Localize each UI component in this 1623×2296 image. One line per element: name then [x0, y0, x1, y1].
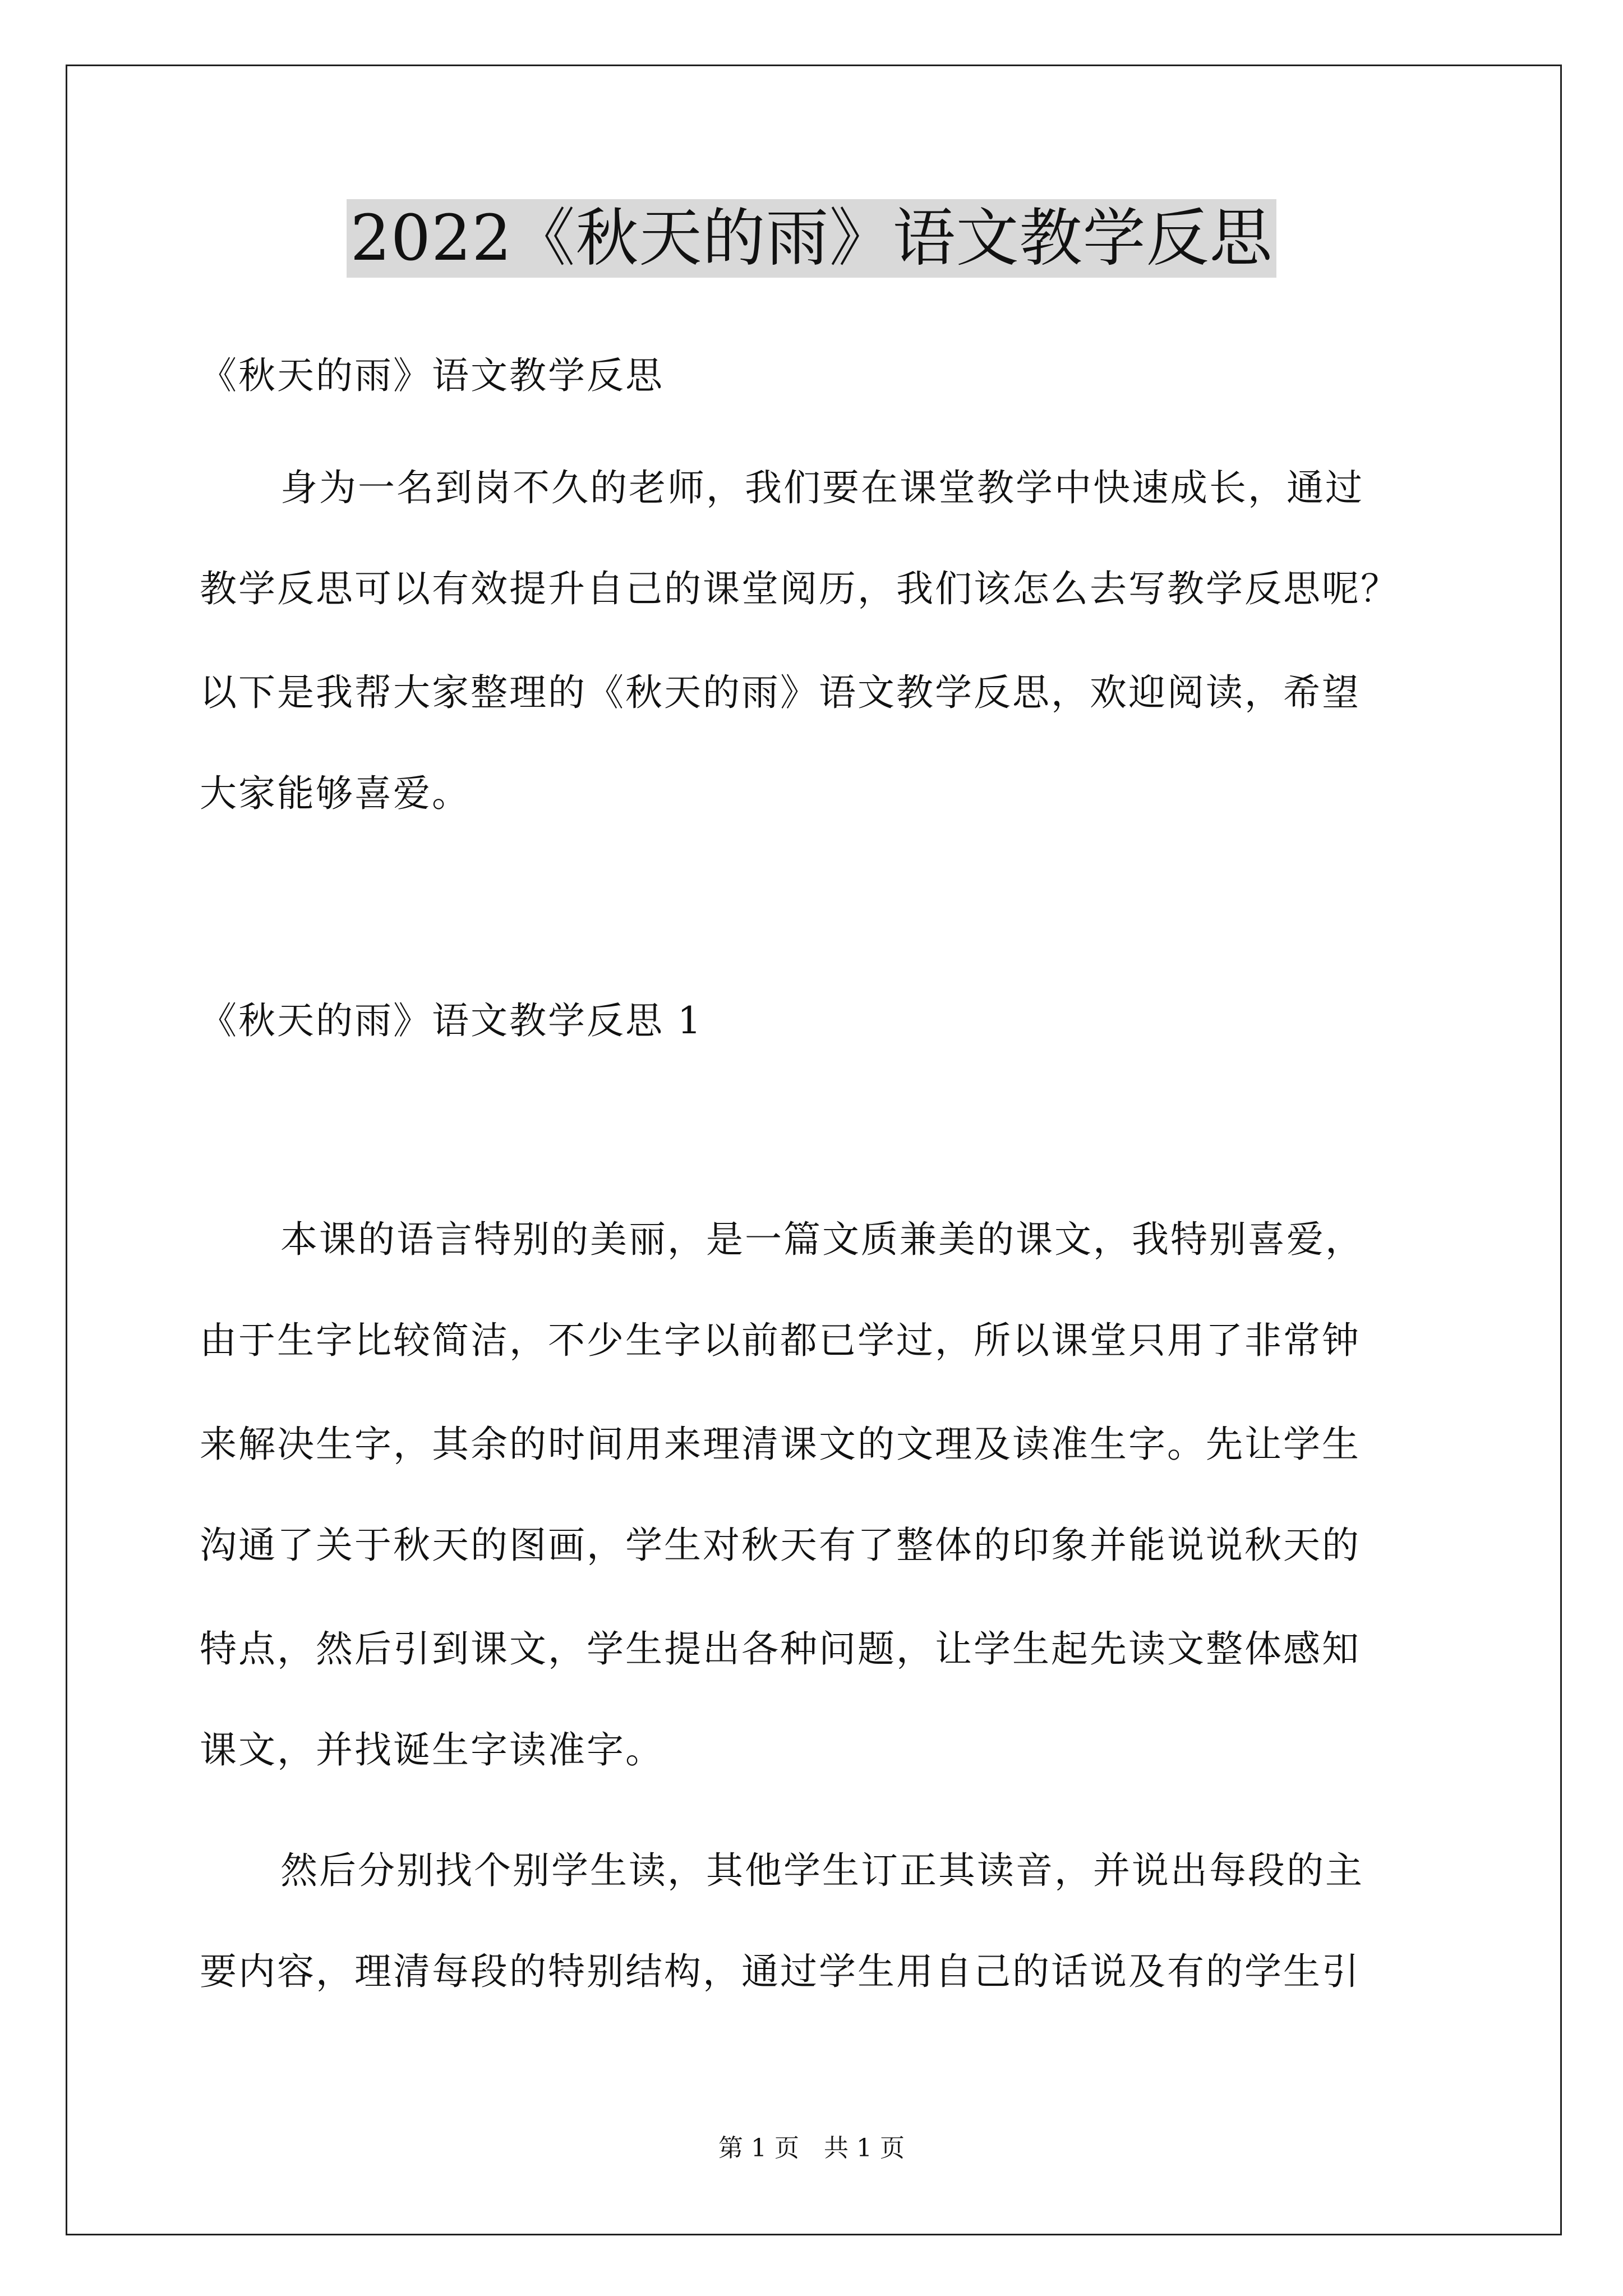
page-number: 第 1 页: [718, 2134, 799, 2162]
intro-line-3: 以下是我帮大家整理的《秋天的雨》语文教学反思，欢迎阅读，希望: [200, 671, 1361, 714]
para1-line-2: 由于生字比较简洁，不少生字以前都已学过，所以课堂只用了非常钟: [200, 1319, 1361, 1362]
page-footer: [0, 2132, 1623, 2165]
title-container: [0, 199, 1623, 278]
section-heading: 《秋天的雨》语文教学反思 1: [200, 999, 703, 1042]
para2-line-2: 要内容，理清每段的特别结构，通过学生用自己的话说及有的学生引: [200, 1950, 1361, 1993]
document-subtitle: 《秋天的雨》语文教学反思: [200, 354, 664, 397]
para1-line-6: 课文，并找诞生字读准字。: [200, 1728, 664, 1772]
para2-line-1: 然后分别找个别学生读，其他学生订正其读音，并说出每段的主: [280, 1849, 1364, 1892]
intro-line-1: 身为一名到岗不久的老师，我们要在课堂教学中快速成长，通过: [280, 466, 1364, 509]
intro-line-4: 大家能够喜爱。: [200, 772, 471, 815]
para1-line-1: 本课的语言特别的美丽，是一篇文质兼美的课文，我特别喜爱，: [280, 1218, 1364, 1261]
page-total: 共 1 页: [824, 2134, 905, 2162]
para1-line-3: 来解决生字，其余的时间用来理清课文的文理及读准生字。先让学生: [200, 1423, 1361, 1466]
para1-line-5: 特点，然后引到课文，学生提出各种问题，让学生起先读文整体感知: [200, 1627, 1361, 1671]
intro-line-2: 教学反思可以有效提升自己的课堂阅历，我们该怎么去写教学反思呢？: [200, 567, 1399, 610]
document-title: 2022《秋天的雨》语文教学反思: [347, 199, 1276, 278]
para1-line-4: 沟通了关于秋天的图画，学生对秋天有了整体的印象并能说说秋天的: [200, 1524, 1361, 1567]
